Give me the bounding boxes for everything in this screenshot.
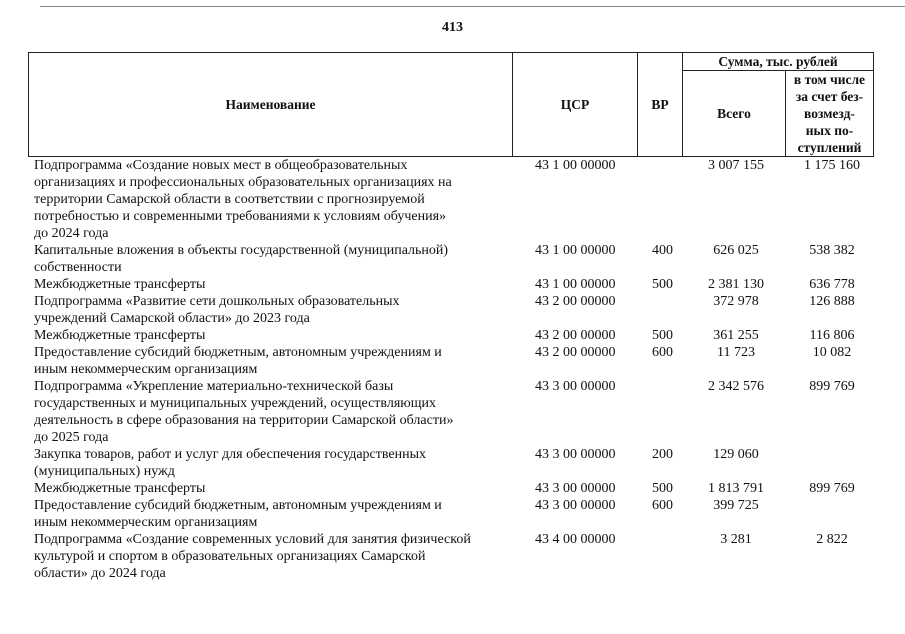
row-name-line: Межбюджетные трансферты: [34, 328, 206, 343]
row-name-line: Подпрограмма «Укрепление материально-технической базы: [34, 379, 394, 394]
table-body: [0, 157, 905, 582]
row-name: [34, 531, 510, 582]
row-name-line: учреждений Самарской области» до 2023 года: [34, 311, 310, 326]
row-name-line: Подпрограмма «Развитие сети дошкольных образовательных: [34, 294, 400, 309]
header-sum: Сумма, тыс. рублей: [683, 53, 874, 71]
header-bezvozm-line: возмезд-: [804, 106, 855, 121]
row-bezvozm: 899 769: [809, 481, 855, 496]
row-name-line: (муниципальных) нужд: [34, 464, 175, 479]
row-total: 1 813 791: [708, 481, 764, 496]
row-name-line: собственности: [34, 260, 122, 275]
row-name: [34, 480, 510, 497]
row-name: [34, 157, 510, 242]
table-row: [0, 497, 905, 531]
row-name-line: Закупка товаров, работ и услуг для обеспечения государственных: [34, 447, 427, 462]
row-vr: 400: [652, 243, 673, 258]
header-bezvozm: [786, 71, 874, 157]
row-bezvozm: 636 778: [809, 277, 855, 292]
table-row: [0, 531, 905, 582]
row-name-line: потребностью и современными требованиями к условиям обучения»: [34, 209, 447, 224]
row-name-line: Подпрограмма «Создание новых мест в общеобразовательных: [34, 158, 408, 173]
row-name-line: Предоставление субсидий бюджетным, автономным учреждениям и: [34, 345, 442, 360]
row-vr: 500: [652, 277, 673, 292]
row-name: [34, 242, 510, 276]
row-name-line: Межбюджетные трансферты: [34, 481, 206, 496]
table-row: [0, 480, 905, 497]
row-name: [34, 327, 510, 344]
row-bezvozm: 2 822: [816, 532, 848, 547]
row-csr: 43 3 00 00000: [535, 447, 616, 462]
row-vr: 200: [652, 447, 673, 462]
row-bezvozm: 116 806: [809, 328, 855, 343]
table-header: [28, 52, 874, 157]
row-total: 399 725: [713, 498, 759, 513]
row-vr: 500: [652, 328, 673, 343]
row-csr: 43 4 00 00000: [535, 532, 616, 547]
header-bezvozm-line: за счет без-: [795, 89, 864, 104]
header-total: Всего: [683, 71, 786, 157]
table-row: [0, 327, 905, 344]
row-total: 129 060: [713, 447, 759, 462]
table-row: [0, 378, 905, 446]
table-row: [0, 157, 905, 242]
table-row: [0, 276, 905, 293]
row-name-line: иным некоммерческим организациям: [34, 362, 258, 377]
row-name-line: до 2024 года: [34, 226, 109, 241]
header-name: Наименование: [29, 53, 513, 157]
row-name-line: культурой и спортом в образовательных организациях Самарской: [34, 549, 426, 564]
row-bezvozm: 126 888: [809, 294, 855, 309]
header-vr: ВР: [638, 53, 683, 157]
row-total: 2 342 576: [708, 379, 764, 394]
row-total: 3 007 155: [708, 158, 764, 173]
row-csr: 43 2 00 00000: [535, 345, 616, 360]
row-bezvozm: 1 175 160: [804, 158, 860, 173]
row-name-line: деятельность в сфере образования на территории Самарской области»: [34, 413, 454, 428]
row-name-line: Подпрограмма «Создание современных условий для занятия физической: [34, 532, 471, 547]
row-name: [34, 276, 510, 293]
row-name: [34, 378, 510, 446]
row-csr: 43 2 00 00000: [535, 294, 616, 309]
row-bezvozm: 10 082: [812, 345, 852, 360]
header-bezvozm-line: ступлений: [797, 140, 862, 155]
row-total: 11 723: [717, 345, 755, 360]
row-name-line: области» до 2024 года: [34, 566, 166, 581]
row-name: [34, 344, 510, 378]
header-csr: ЦСР: [513, 53, 638, 157]
row-name-line: государственных и муниципальных учреждений, осуществляющих: [34, 396, 436, 411]
row-csr: 43 1 00 00000: [535, 277, 616, 292]
row-total: 3 281: [720, 532, 752, 547]
row-bezvozm: 899 769: [809, 379, 855, 394]
row-csr: 43 3 00 00000: [535, 481, 616, 496]
row-name-line: до 2025 года: [34, 430, 109, 445]
top-rule: [40, 6, 905, 7]
row-name-line: Предоставление субсидий бюджетным, автономным учреждениям и: [34, 498, 442, 513]
header-bezvozm-line: ных по-: [805, 123, 854, 138]
row-name-line: иным некоммерческим организациям: [34, 515, 258, 530]
table-row: [0, 242, 905, 276]
table-row: [0, 344, 905, 378]
row-csr: 43 1 00 00000: [535, 158, 616, 173]
row-total: 372 978: [713, 294, 759, 309]
row-name-line: организациях и профессиональных образовательных организациях на: [34, 175, 452, 190]
row-bezvozm: 538 382: [809, 243, 855, 258]
row-total: 2 381 130: [708, 277, 764, 292]
row-total: 361 255: [713, 328, 759, 343]
page-number: 413: [442, 20, 463, 35]
row-csr: 43 3 00 00000: [535, 498, 616, 513]
row-name: [34, 497, 510, 531]
table-row: [0, 446, 905, 480]
header-bezvozm-line: в том числе: [793, 72, 866, 87]
row-vr: 500: [652, 481, 673, 496]
row-csr: 43 1 00 00000: [535, 243, 616, 258]
row-name-line: Межбюджетные трансферты: [34, 277, 206, 292]
row-vr: 600: [652, 498, 673, 513]
row-vr: 600: [652, 345, 673, 360]
row-name-line: территории Самарской области в соответствии с прогнозируемой: [34, 192, 425, 207]
row-name-line: Капитальные вложения в объекты государственной (муниципальной): [34, 243, 449, 258]
row-name: [34, 446, 510, 480]
row-name: [34, 293, 510, 327]
row-csr: 43 3 00 00000: [535, 379, 616, 394]
table-row: [0, 293, 905, 327]
row-total: 626 025: [713, 243, 759, 258]
row-csr: 43 2 00 00000: [535, 328, 616, 343]
